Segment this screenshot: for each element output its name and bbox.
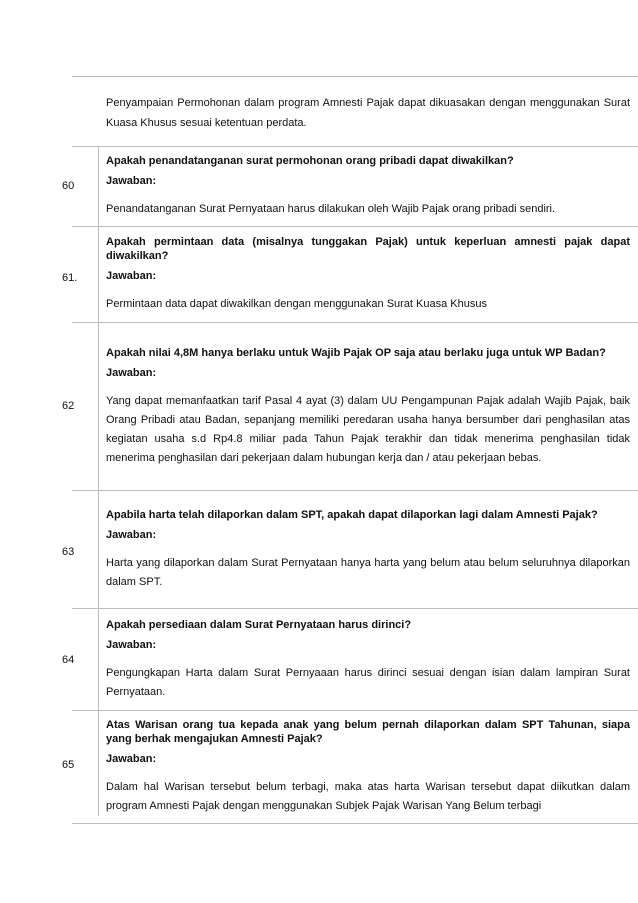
answer-label: Jawaban: bbox=[106, 175, 157, 187]
question-text: Apakah permintaan data (misalnya tunggakan Pajak) untuk keperluan amnesti pajak dapat diwakilkan? bbox=[106, 236, 630, 262]
row-number: 60 bbox=[62, 180, 75, 192]
answer-text: Pengungkapan Harta dalam Surat Pernyaaan harus dirinci sesuai dengan isian dalam lampiran Surat Pernyataan. bbox=[106, 666, 630, 698]
table-row bbox=[72, 491, 638, 609]
table-row bbox=[72, 711, 638, 824]
question-text: Apakah nilai 4,8M hanya berlaku untuk Wajib Pajak OP saja atau berlaku juga untuk WP Badan? bbox=[106, 346, 606, 359]
intro-row bbox=[72, 77, 638, 147]
table-row bbox=[72, 609, 638, 711]
answer-text: Permintaan data dapat diwakilkan dengan menggunakan Surat Kuasa Khusus bbox=[106, 298, 487, 310]
intro-text: Penyampaian Permohonan dalam program Amnesti Pajak dapat dikuasakan dengan menggunakan Surat Kuasa Khusus sesuai ketentuan perdata. bbox=[106, 96, 630, 129]
row-number: 64 bbox=[62, 654, 75, 666]
answer-label: Jawaban: bbox=[106, 270, 157, 282]
row-number: 61. bbox=[62, 272, 78, 284]
row-number: 63 bbox=[62, 546, 75, 558]
answer-label: Jawaban: bbox=[106, 366, 157, 379]
answer-label: Jawaban: bbox=[106, 528, 157, 541]
row-number: 62 bbox=[62, 400, 75, 412]
table-row bbox=[72, 227, 638, 323]
question-text: Atas Warisan orang tua kepada anak yang belum pernah dilaporkan dalam SPT Tahunan, siapa yang berhak mengajukan Amnesti Pajak? bbox=[106, 719, 630, 745]
answer-label: Jawaban: bbox=[106, 638, 157, 651]
answer-label: Jawaban: bbox=[106, 753, 157, 765]
question-text: Apakah penandatanganan surat permohonan orang pribadi dapat diwakilkan? bbox=[106, 155, 514, 167]
answer-text: Penandatanganan Surat Pernyataan harus dilakukan oleh Wajib Pajak orang pribadi sendiri. bbox=[106, 203, 556, 215]
question-text: Apabila harta telah dilaporkan dalam SPT, apakah dapat dilaporkan lagi dalam Amnesti Pajak? bbox=[106, 508, 598, 521]
table-row bbox=[72, 147, 638, 227]
row-number: 65 bbox=[62, 759, 75, 771]
number-column-divider bbox=[98, 146, 99, 816]
question-text: Apakah persediaan dalam Surat Pernyataan harus dirinci? bbox=[106, 618, 412, 631]
answer-text: Yang dapat memanfaatkan tarif Pasal 4 ayat (3) dalam UU Pengampunan Pajak adalah Wajib Pajak, baik Orang Pribadi atau Badan, sepanjang memiliki peredaran usaha hanya bersumber dari penghasilan atas kegiatan usaha s.d Rp4.8 miliar pada Tahun Pajak terakhir dan tidak menerima penghasilan tidak menerima penghasilan dari pekerjaan dalam hubungan kerja dan / atau pekerjaan bebas. bbox=[106, 394, 630, 464]
answer-text: Harta yang dilaporkan dalam Surat Pernyataan hanya harta yang belum atau belum seluruhnya dilaporkan dalam SPT. bbox=[106, 556, 630, 588]
faq-table bbox=[62, 76, 638, 824]
table-row bbox=[72, 323, 638, 491]
answer-text: Dalam hal Warisan tersebut belum terbagi, maka atas harta Warisan tersebut dapat diikutkan dalam program Amnesti Pajak dengan menggunakan Subjek Pajak Warisan Yang Belum terbagi bbox=[106, 781, 630, 812]
